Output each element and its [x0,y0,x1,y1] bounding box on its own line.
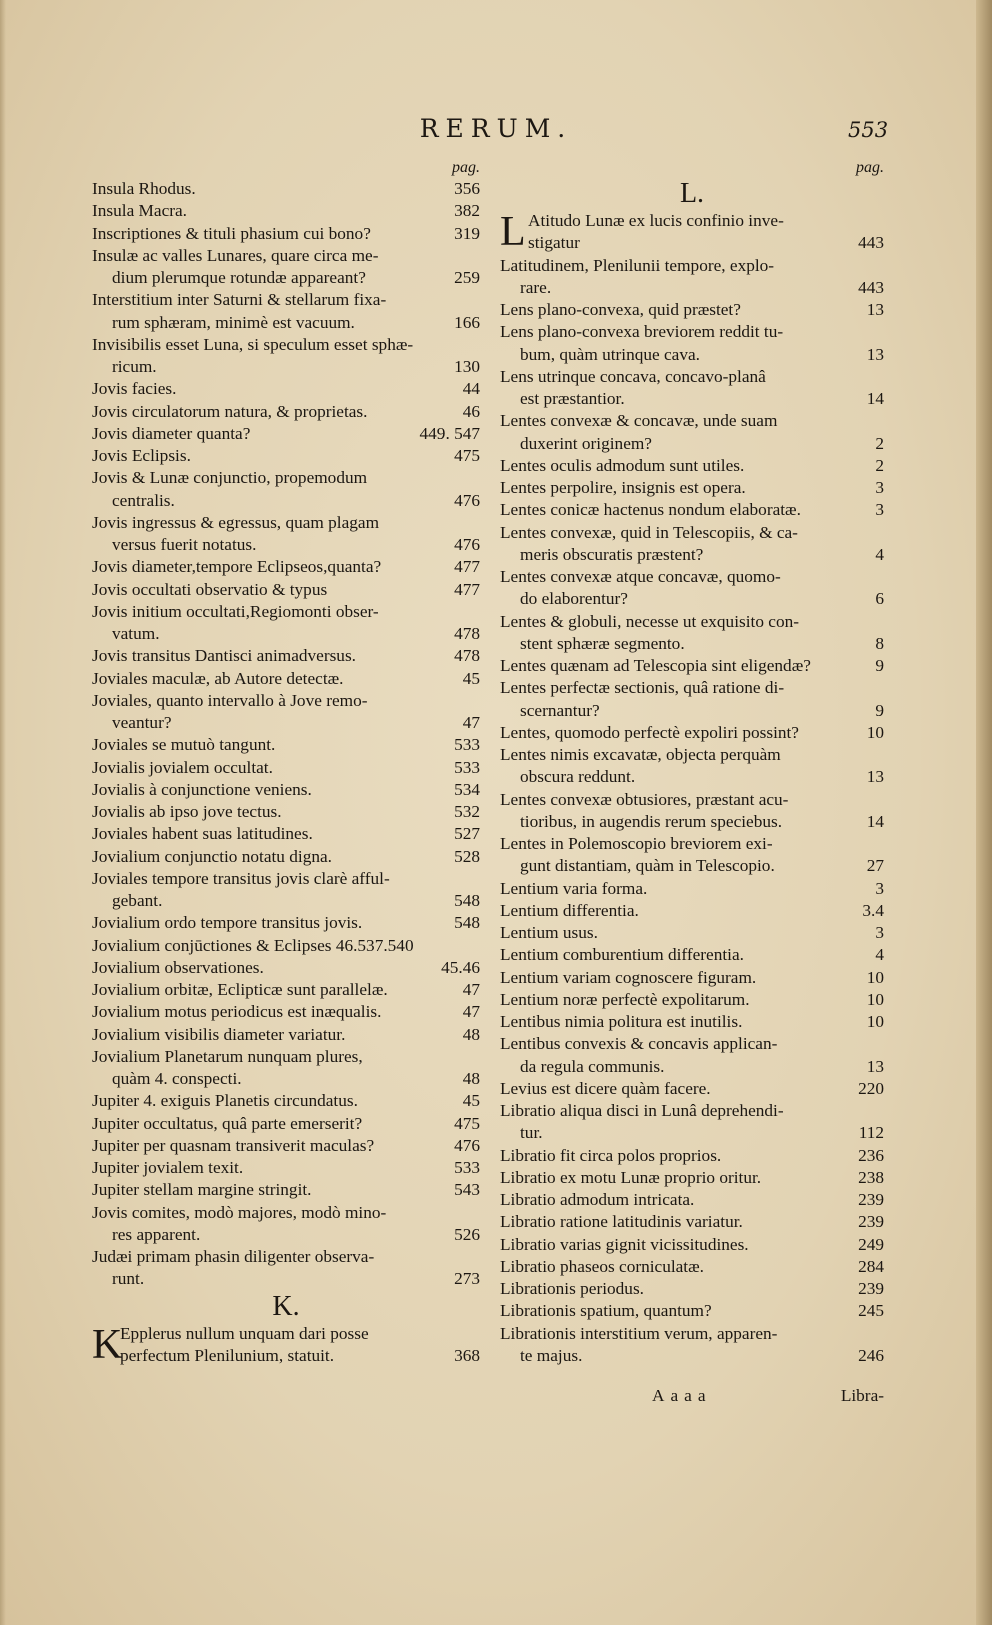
index-entry [92,1024,480,1046]
page-reference: 10 [866,967,884,987]
index-entry [92,1001,480,1023]
entry-line: Inscriptiones & tituli phasium cui bono? [92,223,371,243]
entry-line: Libratio phaseos corniculatæ. [500,1256,704,1276]
entry-line: centralis. [112,490,175,510]
page-reference: 166 [454,312,480,332]
entry-line: bum, quàm utrinque cava. [520,344,700,364]
page-reference: 236 [858,1145,884,1165]
entry-line: Lentes conicæ hactenus nondum elaboratæ. [500,500,801,520]
entry-line: rum sphæram, minimè est vacuum. [112,312,355,332]
page-reference: 4 [875,945,884,965]
entry-line: dium plerumque rotundæ appareant? [112,268,366,287]
index-entry [92,935,480,957]
page-reference: 319 [454,223,480,243]
entry-line: stigatur [528,233,580,253]
page-reference: 532 [454,802,480,821]
entry-line: Lentium noræ perfectè expolitarum. [500,989,750,1009]
page-reference: 239 [858,1279,884,1298]
index-entry [92,668,480,690]
page-reference: 10 [866,989,884,1009]
page-reference: 284 [858,1256,884,1276]
index-entry [500,1278,884,1300]
index-entry [500,299,884,321]
page-reference: 476 [454,535,480,554]
entry-line: tur. [520,1123,543,1143]
running-head: RERUM. [419,114,573,143]
entry-line: Jovialium orbitæ, Eclipticæ sunt parallelæ. [92,980,388,999]
page-reference: 273 [454,1269,480,1289]
index-entry [92,779,480,801]
page-reference: 548 [454,891,480,910]
index-entry [92,1202,480,1247]
entry-line: Lentes, quomodo perfectè expoliri possint? [500,722,799,742]
index-entry [92,512,480,557]
entry-line: Librationis spatium, quantum? [500,1301,712,1321]
page-reference: 27 [866,856,884,876]
page-reference: 9 [875,700,884,720]
entry-line: Jovialium Planetarum nunquam plures, [92,1046,363,1066]
entry-line: gebant. [112,891,163,910]
index-entry [92,467,480,512]
entry-line: Insulæ ac valles Lunares, quare circa me- [92,245,379,265]
page-reference: 130 [454,357,480,376]
entry-line: Lens plano-convexa, quid præstet? [500,300,741,319]
index-entry [92,1246,480,1291]
entry-line: obscura reddunt. [520,767,636,787]
entry-line: Jupiter jovialem texit. [92,1158,244,1177]
entry-line: Atitudo Lunæ ex lucis confinio inve- [528,211,784,230]
index-entry [500,255,884,300]
page-reference: 2 [875,433,884,453]
page-reference: 533 [454,1158,480,1177]
section-letter-k: K. [272,1290,300,1322]
entry-line: Lentes quænam ad Telescopia sint eligendæ? [500,656,811,675]
entry-line: Jovis facies. [92,379,177,399]
index-entry [500,1300,884,1322]
page-reference: 44 [462,379,480,399]
entry-line: ricum. [112,357,157,376]
page-reference: 4 [875,544,884,564]
index-entry [500,566,884,611]
page-reference: 6 [875,589,884,609]
entry-line: meris obscuratis præstent? [520,544,704,564]
index-entry [500,900,884,922]
page-reference: 543 [454,1180,480,1200]
index-entry [92,178,480,200]
entry-line: do elaborentur? [520,589,628,609]
page-number: 553 [848,118,889,142]
index-entry [500,789,884,834]
entry-line: Lentium differentia. [500,900,639,920]
page-reference: 239 [858,1212,884,1232]
entry-line: Lentes & globuli, necesse ut exquisito con- [500,611,799,631]
page-reference: 356 [454,179,480,198]
page-reference: 476 [454,490,480,510]
index-entry [500,1323,884,1368]
page-reference: 48 [462,1024,480,1044]
entry-line: Jovis circulatorum natura, & proprietas. [92,401,368,421]
index-entry [500,1145,884,1167]
entry-line: Lentes convexæ, quid in Telescopiis, & ca- [500,522,798,542]
entry-line: Jovis initium occultati,Regiomonti obser- [92,601,379,621]
entry-line: Lentes oculis admodum sunt utiles. [500,455,745,475]
entry-line: Jovialium observationes. [92,957,264,977]
index-entry [92,1135,480,1157]
index-entry [500,1211,884,1233]
index-entry [500,655,884,677]
entry-line: Lentium comburentium differentia. [500,945,744,965]
index-entry [500,321,884,366]
index-entry [92,868,480,913]
entry-line: Jovialium visibilis diameter variatur. [92,1024,346,1044]
index-entry [92,757,480,779]
entry-line: da regula communis. [520,1056,665,1076]
pag-label: pag. [452,159,480,176]
entry-line: Librationis periodus. [500,1279,644,1298]
page-reference: 45 [462,1091,480,1111]
entry-line: vatum. [112,624,160,643]
page-reference: 449. 547 [419,423,480,443]
page-reference: 13 [866,1056,884,1076]
index-entry [500,722,884,744]
index-entry [500,922,884,944]
entry-line: Insula Rhodus. [92,179,196,198]
index-entry [92,423,480,445]
page-reference: 47 [462,1002,480,1022]
index-entry [500,611,884,656]
index-entry [500,878,884,900]
entry-line: Jovialium motus periodicus est inæqualis. [92,1002,382,1022]
entry-line: stent sphæræ segmento. [520,633,685,653]
page-reference: 45 [462,668,480,688]
page-reference: 533 [454,735,480,755]
index-entry [92,690,480,735]
page-reference: 46 [462,401,480,421]
index-entry [92,734,480,756]
page-edge [976,0,992,1625]
entry-line: Jovis diameter quanta? [92,423,251,443]
entry-line: perfectum Plenilunium, statuit. [120,1345,335,1365]
index-entry [92,1046,480,1091]
entry-line: Lentes convexæ atque concavæ, quomo- [500,567,781,586]
entry-line: Lentes nimis excavatæ, objecta perquàm [500,745,781,764]
page-reference: 10 [866,1012,884,1031]
entry-line: Libratio admodum intricata. [500,1190,695,1209]
page-reference: 48 [462,1069,480,1088]
index-entry [92,601,480,646]
entry-line: Lentium usus. [500,923,598,942]
page-reference: 249 [858,1234,884,1254]
entry-line: Jovis transitus Dantisci animadversus. [92,646,356,666]
page-reference: 239 [858,1190,884,1209]
entry-line: Lentes convexæ obtusiores, præstant acu- [500,789,789,809]
index-entry [500,744,884,789]
index-entry [500,944,884,966]
index-entry [500,410,884,455]
entry-line: Jovialium conjunctio notatu digna. [92,846,332,866]
index-entry [92,556,480,578]
entry-line: Epplerus nullum unquam dari posse [120,1323,369,1343]
index-column-right [500,158,884,1367]
index-entry [500,833,884,878]
entry-line: Lentes perfectæ sectionis, quâ ratione di- [500,678,785,698]
entry-line: Libratio fit circa polos proprios. [500,1145,722,1165]
entry-line: Joviales tempore transitus jovis clarè afful- [92,868,390,888]
index-entry [500,1189,884,1211]
entry-line: tioribus, in augendis rerum speciebus. [520,811,783,831]
entry-line: Jupiter stellam margine stringit. [92,1180,312,1200]
page-reference: 3 [875,478,884,497]
entry-line: quàm 4. conspecti. [112,1069,242,1088]
entry-line: Lentium varia forma. [500,878,648,898]
index-entry [92,200,480,222]
page-reference: 475 [454,1113,480,1133]
entry-line: Jovis diameter,tempore Eclipseos,quanta? [92,557,382,577]
page-reference: 477 [454,557,480,577]
index-entry [500,989,884,1011]
entry-line: Joviales habent suas latitudines. [92,824,313,844]
page-reference: 534 [454,779,480,799]
entry-line: Jupiter per quasnam transiverit maculas? [92,1135,375,1155]
index-entry [92,1157,480,1179]
page-reference: 13 [866,344,884,364]
page-reference: 3 [875,878,884,898]
page-reference: 8 [875,633,884,653]
page-reference: 475 [454,446,480,465]
page-reference: 2 [875,455,884,475]
index-entry [500,967,884,989]
page-reference: 443 [858,277,884,297]
entry-line: Jovialis à conjunctione veniens. [92,779,312,799]
entry-line: Lentibus nimia politura est inutilis. [500,1012,743,1031]
index-entry [500,1078,884,1100]
index-entry [92,1090,480,1112]
entry-line: Joviales maculæ, ab Autore detectæ. [92,668,344,688]
entry-line: Jovis & Lunæ conjunctio, propemodum [92,468,368,488]
index-entry [500,522,884,567]
page-reference: 527 [454,824,480,844]
signature-mark: Aaaa [652,1386,712,1405]
entry-line: Jovialium conjūctiones & Eclipses 46.537.540 [92,935,414,955]
index-entry [92,289,480,334]
page-reference: 13 [866,767,884,787]
entry-line: Jupiter 4. exiguis Planetis circundatus. [92,1091,358,1111]
entry-line: Lens plano-convexa breviorem reddit tu- [500,322,784,342]
page-reference: 443 [858,233,884,253]
index-entry [500,455,884,477]
index-entry [92,334,480,379]
index-entry [92,378,480,400]
entry-line: runt. [112,1269,145,1289]
pag-label: pag. [856,159,884,176]
section-letter-l: L. [679,178,705,209]
index-entry [500,1033,884,1078]
index-entry [92,979,480,1001]
entry-line: Lentes convexæ & concavæ, unde suam [500,411,778,431]
page-reference: 476 [454,1135,480,1155]
page-reference: 246 [858,1345,884,1365]
index-entry [92,245,480,290]
entry-line: Jovis Eclipsis. [92,446,191,465]
index-entry [500,1256,884,1278]
entry-line: est præstantior. [520,389,625,408]
index-entry [92,801,480,823]
entry-line: Lentes in Polemoscopio breviorem exi- [500,834,773,853]
page-reference: 47 [462,980,480,999]
page-reference: 368 [454,1345,480,1365]
page-reference: 528 [454,846,480,866]
entry-line: Libratio varias gignit vicissitudines. [500,1234,749,1254]
catchword: Libra- [840,1386,884,1405]
entry-line: Invisibilis esset Luna, si speculum esset sphæ- [92,334,414,354]
page-reference: 478 [454,624,480,643]
page-reference: 259 [454,268,480,287]
page-reference: 3 [875,500,884,520]
entry-line: Latitudinem, Plenilunii tempore, explo- [500,255,775,275]
entry-line: duxerint originem? [520,433,652,453]
entry-line: Judæi primam phasin diligenter observa- [92,1247,375,1266]
page-reference: 45.46 [441,957,480,977]
entry-line: Libratio ratione latitudinis variatur. [500,1212,743,1232]
entry-line: Lens utrinque concava, concavo-planâ [500,366,766,386]
index-entry [500,1167,884,1189]
entry-line: Jovialium ordo tempore transitus jovis. [92,913,363,933]
page-reference: 478 [454,646,480,666]
entry-line: Librationis interstitium verum, apparen- [500,1323,778,1343]
page-footer [500,1386,884,1410]
index-entry [500,1234,884,1256]
index-entry [92,223,480,245]
entry-line: Joviales se mutuò tangunt. [92,735,276,755]
entry-line: Jovis occultati observatio & typus [92,579,328,599]
index-entry [92,912,480,934]
entry-line: te majus. [520,1345,583,1365]
index-entry-initial [500,210,884,255]
entry-line: scernantur? [520,700,600,720]
page-reference: 533 [454,757,480,777]
drop-cap: L [500,209,526,255]
page-reference: 526 [454,1224,480,1244]
index-entry [92,1113,480,1135]
page-reference: 47 [462,713,480,732]
page-reference: 14 [866,811,884,831]
entry-line: veantur? [112,713,172,732]
entry-line: Libratio aliqua disci in Lunâ deprehendi- [500,1101,784,1120]
entry-line: rare. [520,277,552,297]
page-reference: 382 [454,201,480,221]
index-entry [92,579,480,601]
index-column-left [92,158,480,1367]
entry-line: Jovis ingressus & egressus, quam plagam [92,512,380,532]
page-reference: 238 [858,1167,884,1187]
index-entry [500,1011,884,1033]
entry-line: Levius est dicere quàm facere. [500,1078,711,1098]
entry-line: Lentes perpolire, insignis est opera. [500,478,746,497]
entry-line: Interstitium inter Saturni & stellarum fixa- [92,290,387,310]
index-entry [92,957,480,979]
index-entry-initial [92,1323,480,1368]
page-reference: 245 [858,1301,884,1321]
page-reference: 220 [858,1078,884,1098]
index-entry [92,445,480,467]
index-entry [500,366,884,411]
page-reference: 548 [454,913,480,933]
entry-line: gunt distantiam, quàm in Telescopio. [520,856,775,876]
page-reference: 112 [858,1123,884,1143]
page-reference: 14 [866,389,884,408]
page-reference: 3 [875,923,884,942]
page-reference: 3.4 [862,900,884,920]
entry-line: Libratio ex motu Lunæ proprio oritur. [500,1167,762,1187]
index-entry [92,846,480,868]
entry-line: res apparent. [112,1224,201,1244]
entry-line: Insula Macra. [92,201,188,221]
entry-line: Jovialis jovialem occultat. [92,757,273,777]
entry-line: Joviales, quanto intervallo à Jove remo- [92,690,368,710]
index-entry [500,499,884,521]
entry-line: Lentium variam cognoscere figuram. [500,967,757,987]
entry-line: Jovis comites, modò majores, modò mino- [92,1202,387,1222]
entry-line: Jovialis ab ipso jove tectus. [92,802,282,821]
page-reference: 13 [866,300,884,319]
entry-line: Lentibus convexis & concavis applican- [500,1034,778,1054]
index-entry [92,823,480,845]
page-reference: 477 [454,579,480,599]
index-entry [92,1179,480,1201]
page-reference: 10 [866,722,884,742]
entry-line: versus fuerit notatus. [112,535,257,554]
page-gutter-shadow [0,0,6,1625]
index-entry [500,477,884,499]
index-entry [500,1100,884,1145]
index-entry [500,677,884,722]
entry-line: Jupiter occultatus, quâ parte emerserit? [92,1113,363,1133]
index-entry [92,645,480,667]
drop-cap: K [92,1321,123,1368]
page-reference: 9 [875,656,884,675]
index-entry [92,401,480,423]
